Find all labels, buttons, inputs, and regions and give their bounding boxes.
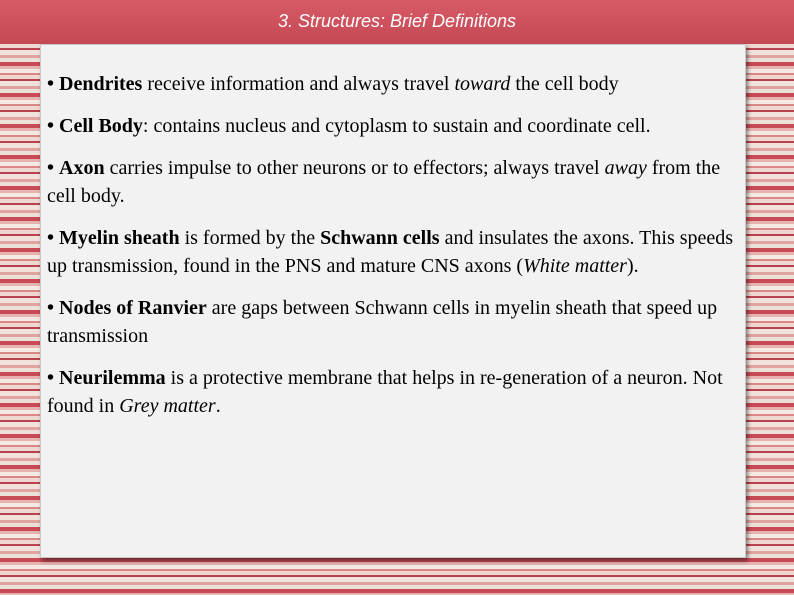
- emphasis: White matter: [523, 255, 627, 277]
- term: Dendrites: [59, 73, 143, 95]
- definition-text: is a protective membrane that helps in re-generation of a neuron. Not found in: [47, 367, 723, 417]
- bullet: •: [47, 115, 55, 137]
- bullet: •: [47, 297, 55, 319]
- definition-text: .: [215, 395, 221, 417]
- definitions-list: [47, 70, 742, 434]
- list-item-neurilemma: [47, 364, 742, 420]
- list-item-cell-body: [47, 112, 742, 140]
- list-item-nodes-of-ranvier: [47, 294, 742, 350]
- definition-text: is formed by the: [179, 227, 321, 249]
- definition-text: and insulates the axons. This speeds up transmission, found in the PNS and mature CNS axons (: [47, 227, 734, 277]
- bullet: •: [47, 227, 55, 249]
- definition-text: carries impulse to other neurons or to effectors; always travel: [104, 157, 605, 179]
- term: Myelin sheath: [59, 227, 180, 249]
- definition-text: : contains nucleus and cytoplasm to sustain and coordinate cell.: [142, 115, 651, 137]
- emphasis: toward: [454, 73, 511, 95]
- term: Nodes of Ranvier: [59, 297, 207, 319]
- definition-text: from the cell body.: [47, 157, 721, 207]
- definition-text: receive information and always travel: [142, 73, 455, 95]
- list-item-axon: [47, 154, 742, 210]
- term: Axon: [59, 157, 105, 179]
- definition-text: the cell body: [510, 73, 619, 95]
- title-bar: [0, 0, 794, 44]
- list-item-dendrites: [47, 70, 742, 98]
- bullet: •: [47, 367, 55, 389]
- bullet: •: [47, 157, 55, 179]
- list-item-myelin-sheath: [47, 224, 742, 280]
- term: Cell Body: [59, 115, 143, 137]
- emphasis: Grey matter: [119, 395, 216, 417]
- definition-text: are gaps between Schwann cells in myelin sheath that speed up transmission: [47, 297, 718, 347]
- term: Neurilemma: [59, 367, 166, 389]
- bullet: •: [47, 73, 55, 95]
- term: Schwann cells: [320, 227, 440, 249]
- slide-title: 3. Structures: Brief Definitions: [277, 11, 517, 31]
- definition-text: ).: [626, 255, 639, 277]
- emphasis: away: [604, 157, 647, 179]
